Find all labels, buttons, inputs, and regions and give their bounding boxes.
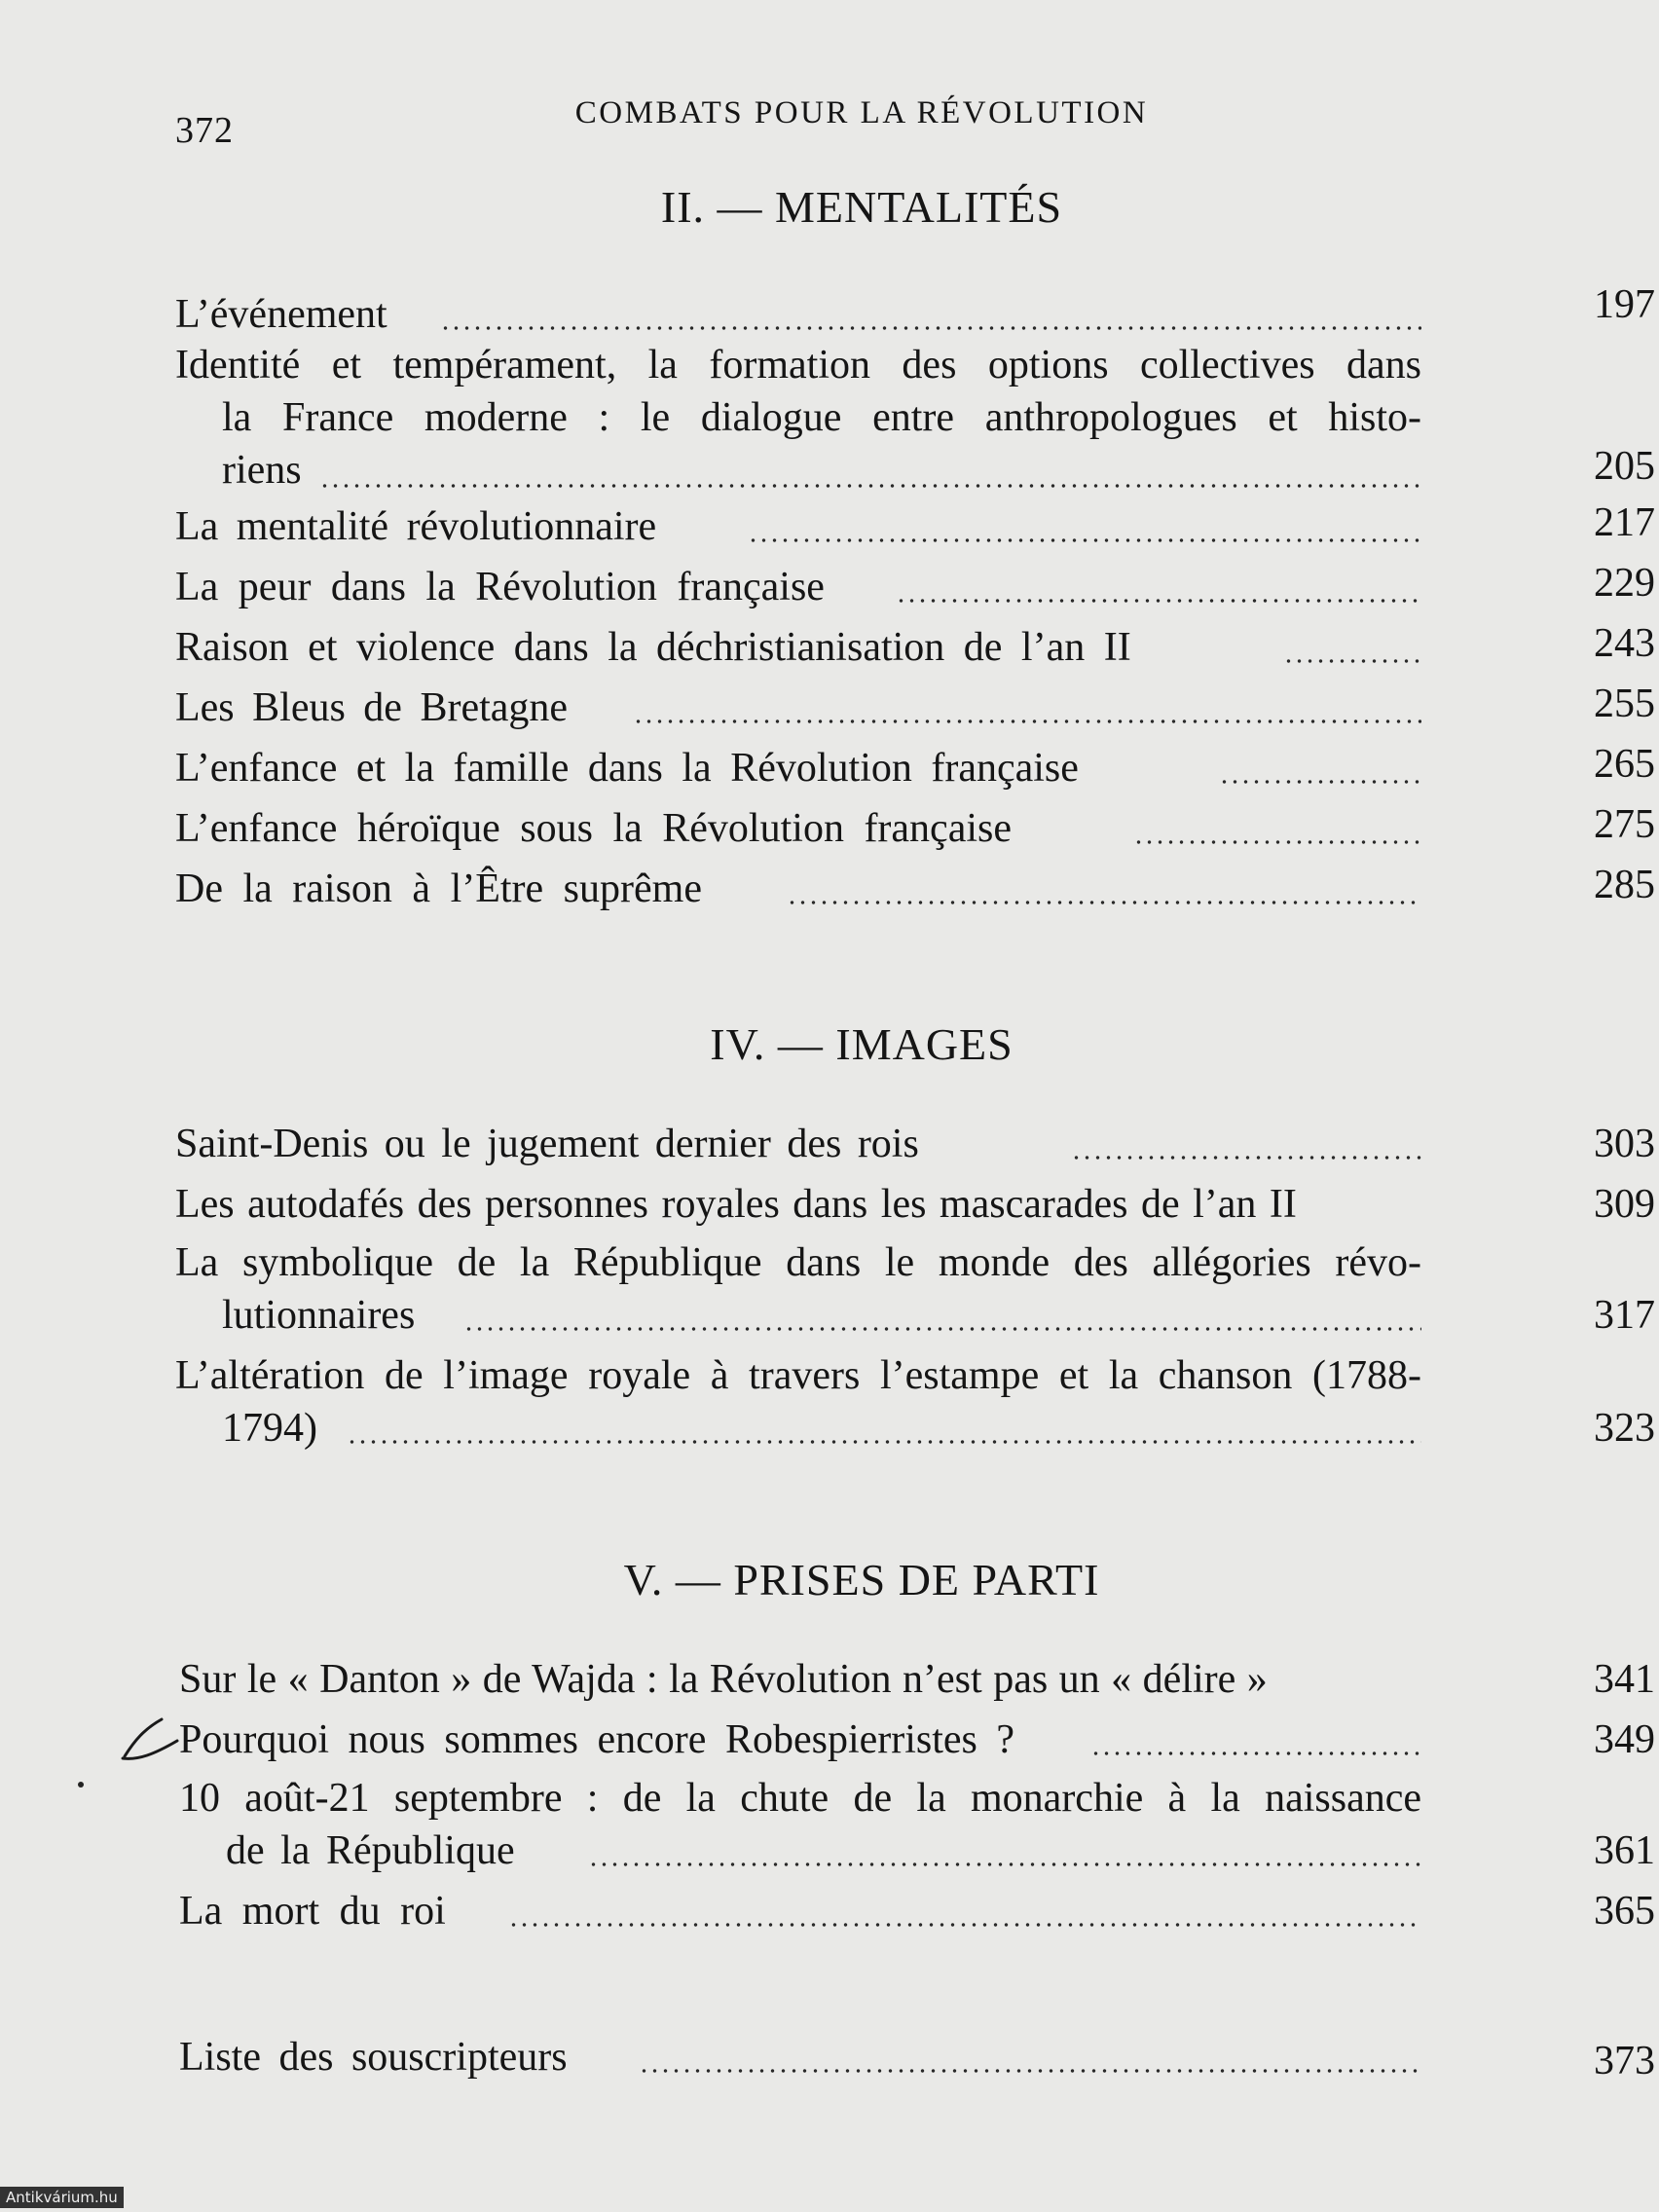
toc-entry-title-cont: la France moderne : le dialogue entre anthropologues et histo- [222, 395, 1421, 440]
dot-leader [633, 719, 1421, 724]
toc-entry[interactable] [179, 1887, 1655, 1941]
toc-entry-title: Les Bleus de Bretagne [175, 685, 569, 730]
toc-entry-souscripteurs[interactable] [179, 2033, 1655, 2087]
section-title-images: IV. — IMAGES [710, 1019, 1014, 1069]
toc-entry-title-cont: 1794) [222, 1406, 317, 1451]
toc-entry[interactable] [175, 1120, 1655, 1174]
section-title-prises-de-parti: V. — PRISES DE PARTI [623, 1555, 1100, 1604]
toc-entry-page: 255 [1594, 682, 1655, 726]
toc-entry-title: Sur le « Danton » de Wajda : la Révolution n’est pas un « délire » [179, 1657, 1268, 1702]
toc-entry-title: La peur dans la Révolution française [175, 565, 825, 609]
toc-entry-title: La mort du roi [179, 1889, 446, 1934]
toc-entry-page: 303 [1594, 1122, 1655, 1166]
toc-entry-title: Pourquoi nous sommes encore Robespierristes ? [179, 1717, 1015, 1762]
toc-entry-page: 243 [1594, 621, 1655, 666]
ink-dot [78, 1782, 84, 1788]
toc-entry-page: 341 [1594, 1657, 1655, 1702]
toc-entry-page: 373 [1594, 2039, 1655, 2083]
dot-leader [463, 1326, 1421, 1332]
toc-entry-page: 205 [1594, 444, 1655, 489]
toc-entry[interactable] [175, 341, 1655, 506]
section-title-mentalites: II. — MENTALITÉS [660, 182, 1063, 232]
dot-leader [319, 483, 1421, 489]
watermark: Antikvárium.hu [0, 2187, 124, 2208]
toc-entry-page: 197 [1594, 282, 1655, 327]
toc-entry[interactable] [175, 1180, 1655, 1235]
toc-entry[interactable] [175, 561, 1655, 617]
toc-entry[interactable] [179, 1655, 1655, 1710]
toc-entry-title: L’événement [175, 292, 387, 337]
toc-entry-page: 323 [1594, 1406, 1655, 1451]
toc-entry-page: 265 [1594, 742, 1655, 787]
toc-entry-page: 229 [1594, 561, 1655, 606]
toc-entry-page: 349 [1594, 1717, 1655, 1762]
toc-entry-title-cont: lutionnaires [222, 1293, 416, 1338]
dot-leader [440, 325, 1421, 331]
dot-leader [1133, 839, 1421, 845]
toc-entry-page: 365 [1594, 1889, 1655, 1934]
toc-entry[interactable] [179, 1715, 1655, 1770]
running-head: COMBATS POUR LA RÉVOLUTION [574, 95, 1149, 130]
toc-entry[interactable] [179, 1774, 1655, 1887]
toc-entry-title: Raison et violence dans la déchristianisation de l’an II [175, 625, 1131, 670]
toc-entry-page: 361 [1594, 1828, 1655, 1873]
toc-entry-title: La symbolique de la République dans le monde des allégories révo- [175, 1240, 1421, 1285]
toc-entry-title: Identité et tempérament, la formation des options collectives dans [175, 343, 1421, 387]
toc-entry-title: Les autodafés des personnes royales dans les mascarades de l’an II [175, 1182, 1297, 1227]
check-mark-icon [117, 1712, 185, 1770]
toc-entry-title-cont: de la République [226, 1828, 515, 1873]
dot-leader [787, 900, 1421, 905]
toc-entry[interactable] [175, 621, 1655, 678]
toc-entry-title: L’altération de l’image royale à travers l’estampe et la chanson (1788- [175, 1353, 1421, 1398]
dot-leader [1090, 1751, 1421, 1756]
dot-leader [1219, 779, 1421, 785]
dot-leader [639, 2068, 1421, 2074]
dot-leader [588, 1862, 1421, 1867]
dot-leader [508, 1922, 1421, 1928]
toc-entry-page: 275 [1594, 802, 1655, 847]
dot-leader [1071, 1155, 1421, 1161]
toc-entry-title: Liste des souscripteurs [179, 2035, 568, 2080]
toc-entry-page: 217 [1594, 500, 1655, 545]
dot-leader [748, 537, 1421, 543]
dot-leader [896, 598, 1421, 604]
toc-entry[interactable] [175, 1238, 1655, 1351]
toc-entry-page: 285 [1594, 863, 1655, 907]
dot-leader [1283, 658, 1421, 664]
dot-leader [347, 1439, 1421, 1445]
toc-entry-title: 10 août-21 septembre : de la chute de la monarchie à la naissance [179, 1776, 1421, 1821]
toc-entry-title: La mentalité révolutionnaire [175, 504, 657, 549]
toc-entry-page: 317 [1594, 1293, 1655, 1338]
toc-entry[interactable] [175, 682, 1655, 738]
toc-entry[interactable] [175, 802, 1655, 859]
toc-entry-title: Saint-Denis ou le jugement dernier des rois [175, 1122, 919, 1166]
toc-entry[interactable] [175, 282, 1655, 345]
toc-entry-title: De la raison à l’Être suprême [175, 866, 702, 911]
page-number: 372 [175, 110, 234, 151]
toc-entry-title: L’enfance héroïque sous la Révolution française [175, 806, 1012, 851]
toc-entry-page: 309 [1594, 1182, 1655, 1227]
toc-entry[interactable] [175, 500, 1655, 557]
toc-entry[interactable] [175, 742, 1655, 798]
toc-entry[interactable] [175, 1351, 1655, 1464]
toc-entry-title: L’enfance et la famille dans la Révolution française [175, 746, 1079, 791]
toc-entry[interactable] [175, 863, 1655, 919]
toc-entry-title-cont: riens [222, 448, 302, 493]
